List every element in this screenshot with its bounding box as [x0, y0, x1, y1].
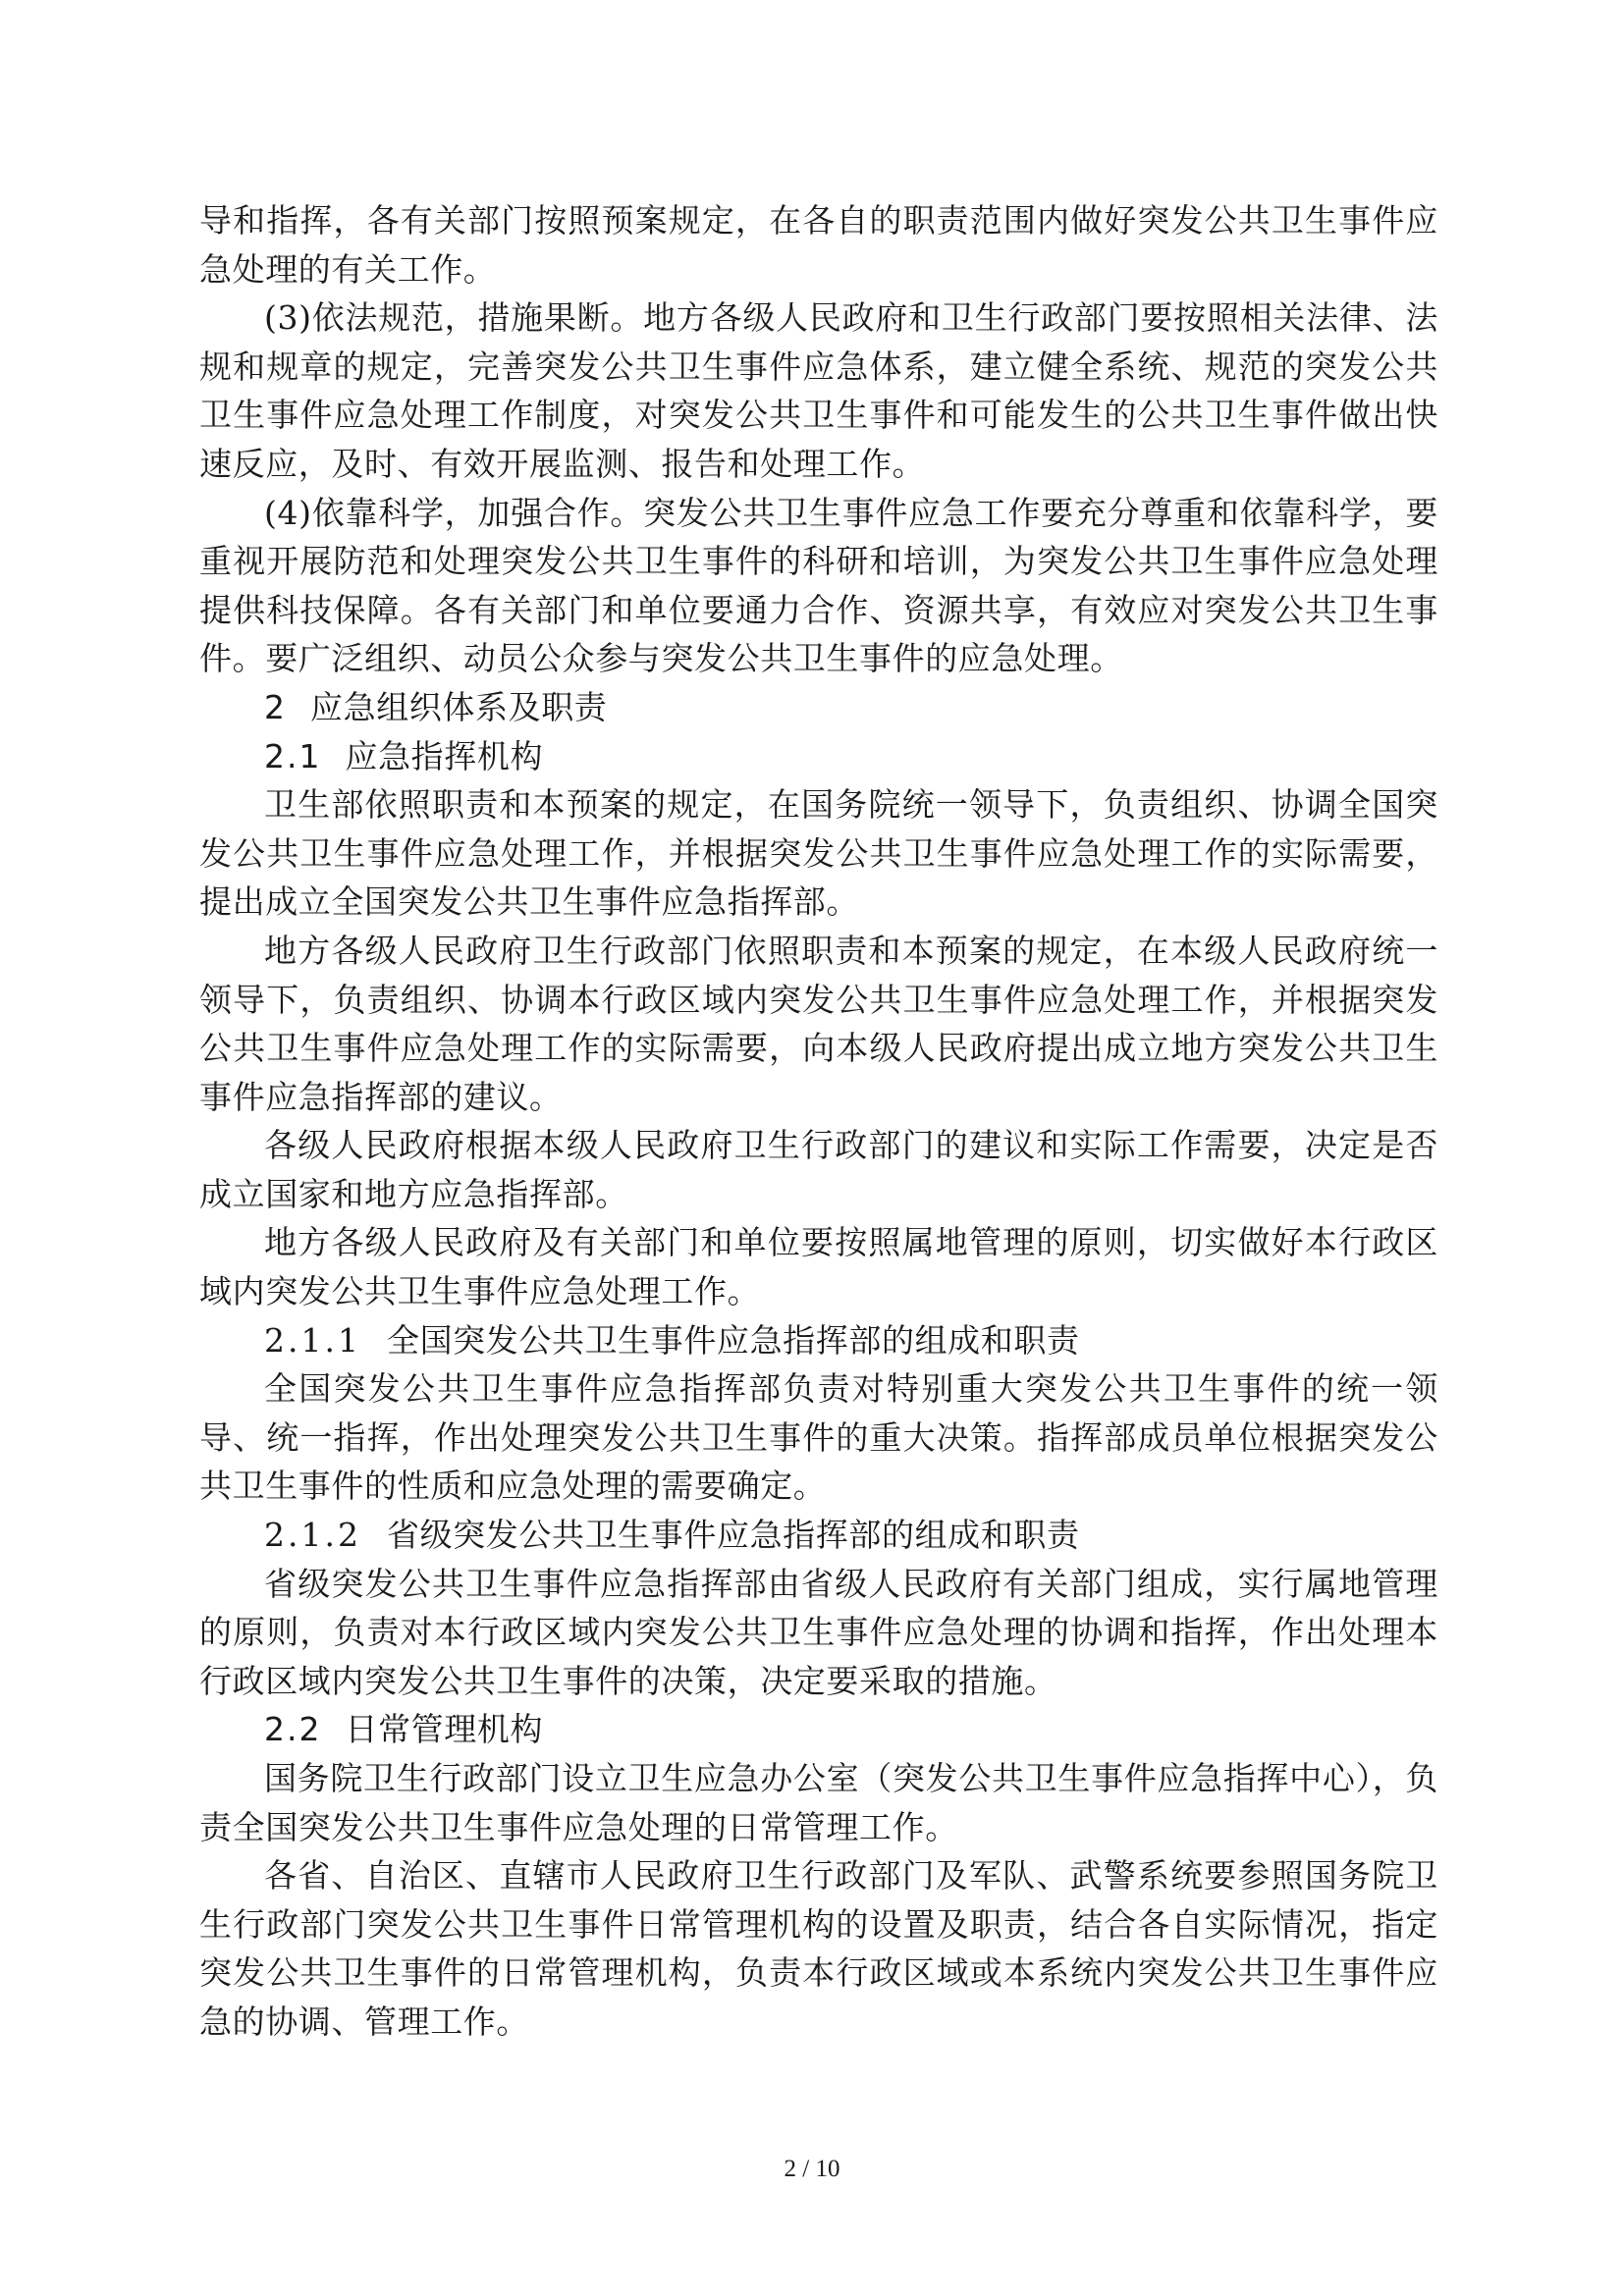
section-title: 应急组织体系及职责 [310, 687, 608, 726]
section-number: 2.1 [264, 736, 322, 775]
section-title: 应急指挥机构 [345, 736, 544, 775]
paragraph: 省级突发公共卫生事件应急指挥部由省级人民政府有关部门组成，实行属地管理的原则，负责对本行政区域内突发公共卫生事件应急处理的协调和指挥，作出处理本行政区域内突发公共卫生事件的决策，决定要采取的措施。 [199, 1564, 1438, 1700]
section-heading-2-1-1 [199, 1316, 1438, 1365]
section-number: 2 [264, 687, 287, 726]
paragraph: 各省、自治区、直辖市人民政府卫生行政部门及军队、武警系统要参照国务院卫生行政部门突发公共卫生事件日常管理机构的设置及职责，结合各自实际情况，指定突发公共卫生事件的日常管理机构，负责本行政区域或本系统内突发公共卫生事件应急的协调、管理工作。 [199, 1856, 1438, 2041]
page-number: 2 / 10 [784, 2156, 840, 2182]
section-title: 全国突发公共卫生事件应急指挥部的组成和职责 [386, 1320, 1080, 1360]
section-title: 日常管理机构 [345, 1710, 544, 1749]
paragraph-principle-4: (4)依靠科学，加强合作。突发公共卫生事件应急工作要充分尊重和依靠科学，要重视开展防范和处理突发公共卫生事件的科研和培训，为突发公共卫生事件应急处理提供科技保障。各有关部门和单位要通力合作、资源共享，有效应对突发公共卫生事件。要广泛组织、动员公众参与突发公共卫生事件的应急处理。 [199, 493, 1438, 678]
section-heading-2-1-2 [199, 1511, 1438, 1560]
section-heading-2-2 [199, 1705, 1438, 1754]
section-heading-2-1 [199, 732, 1438, 781]
paragraph: 国务院卫生行政部门设立卫生应急办公室（突发公共卫生事件应急指挥中心），负责全国突发公共卫生事件应急处理的日常管理工作。 [199, 1759, 1438, 1846]
paragraph: 各级人民政府根据本级人民政府卫生行政部门的建议和实际工作需要，决定是否成立国家和地方应急指挥部。 [199, 1126, 1438, 1213]
section-heading-2 [199, 683, 1438, 732]
paragraph: 全国突发公共卫生事件应急指挥部负责对特别重大突发公共卫生事件的统一领导、统一指挥，作出处理突发公共卫生事件的重大决策。指挥部成员单位根据突发公共卫生事件的性质和应急处理的需要确定。 [199, 1369, 1438, 1506]
paragraph: 地方各级人民政府及有关部门和单位要按照属地管理的原则，切实做好本行政区域内突发公共卫生事件应急处理工作。 [199, 1223, 1438, 1311]
section-number: 2.1.1 [264, 1320, 361, 1360]
section-number: 2.1.2 [264, 1516, 361, 1555]
document-body [199, 196, 1438, 2047]
section-title: 省级突发公共卫生事件应急指挥部的组成和职责 [386, 1516, 1080, 1555]
paragraph: 卫生部依照职责和本预案的规定，在国务院统一领导下，负责组织、协调全国突发公共卫生事件应急处理工作，并根据突发公共卫生事件应急处理工作的实际需要，提出成立全国突发公共卫生事件应急指挥部。 [199, 785, 1438, 922]
paragraph-continued: 导和指挥，各有关部门按照预案规定，在各自的职责范围内做好突发公共卫生事件应急处理的有关工作。 [199, 201, 1438, 289]
paragraph-principle-3: (3)依法规范，措施果断。地方各级人民政府和卫生行政部门要按照相关法律、法规和规章的规定，完善突发公共卫生事件应急体系，建立健全系统、规范的突发公共卫生事件应急处理工作制度，对突发公共卫生事件和可能发生的公共卫生事件做出快速反应，及时、有效开展监测、报告和处理工作。 [199, 298, 1438, 483]
paragraph: 地方各级人民政府卫生行政部门依照职责和本预案的规定，在本级人民政府统一领导下，负责组织、协调本行政区域内突发公共卫生事件应急处理工作，并根据突发公共卫生事件应急处理工作的实际需要，向本级人民政府提出成立地方突发公共卫生事件应急指挥部的建议。 [199, 931, 1438, 1116]
section-number: 2.2 [264, 1710, 322, 1749]
